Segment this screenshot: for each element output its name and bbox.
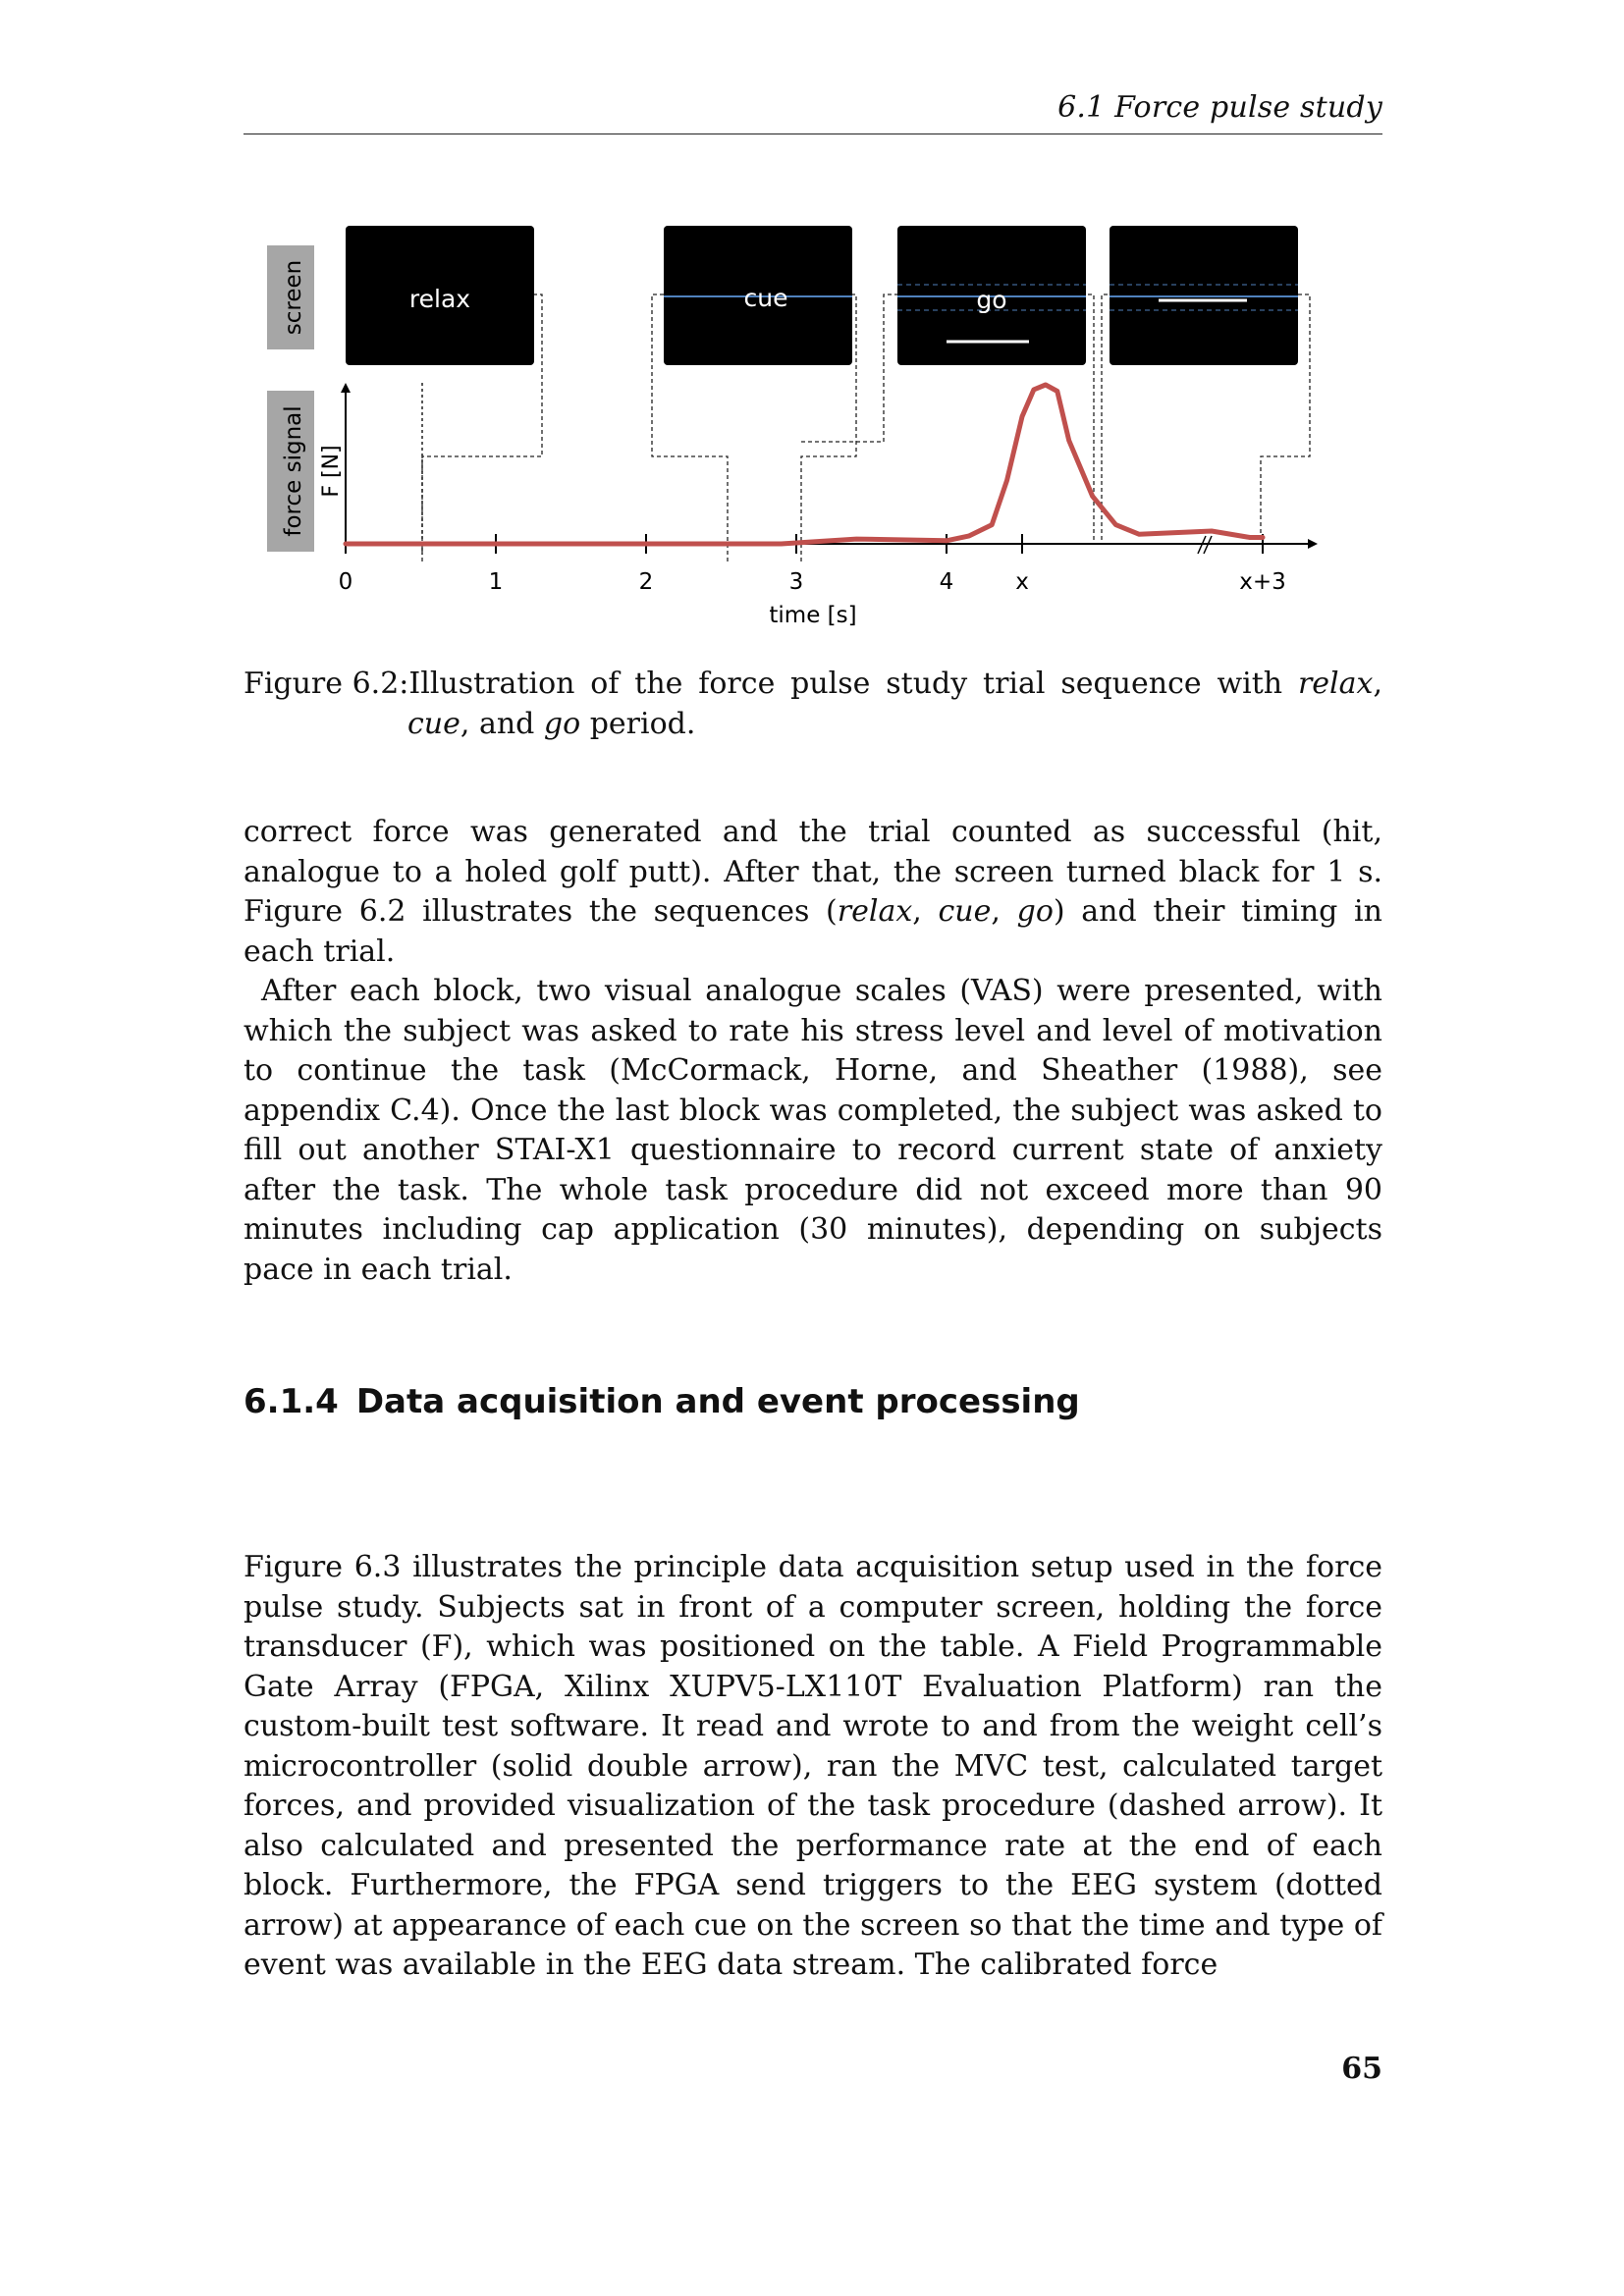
x-tick-label: x: [1015, 569, 1029, 595]
caption-part: , and: [460, 707, 544, 741]
term-relax: relax: [837, 894, 913, 929]
x-tick-label: 3: [788, 569, 804, 595]
term-cue: cue: [938, 894, 992, 929]
page-number: 65: [1341, 2052, 1382, 2086]
separator: ,: [912, 894, 939, 929]
x-axis-label: time [s]: [769, 603, 857, 628]
caption-cue: cue: [407, 707, 460, 741]
x-tick-label: x+3: [1239, 569, 1286, 595]
caption-part: Illustration of the force pulse study trial sequence with: [408, 667, 1298, 701]
cue-screen-label: cue: [743, 284, 788, 312]
y-axis-label: F [N]: [319, 445, 344, 498]
caption-relax: relax: [1297, 667, 1374, 701]
separator: ,: [991, 894, 1017, 929]
paragraph-text: ) and their timing in each trial.: [244, 894, 1382, 969]
paragraph: After each block, two visual analogue scales (VAS) were presented, with which the subject was asked to rate his stress level and level of motivation to continue the task (McCormack, Horne, and Sheather (1988), see appendix C.4). Once the last block was completed, the subject was asked to fill out another STAI-X1 questionnaire to record current state of anxiety after the task. The whole task procedure did not exceed more than 90 minutes including cap application (30 minutes), depending on subjects pace in each trial.: [244, 974, 1382, 1287]
x-tick-label: 4: [939, 569, 954, 595]
caption-part: ,: [1373, 667, 1382, 701]
figure-label: Figure 6.2:: [244, 667, 409, 701]
force-row-label: force signal: [281, 405, 306, 537]
body-text-lower: [244, 1548, 1382, 1986]
caption-text: [407, 664, 1382, 744]
figure-6-2: [244, 216, 1382, 648]
force-trace: [346, 385, 1263, 544]
caption-go: go: [543, 707, 581, 741]
term-go: go: [1016, 894, 1054, 929]
x-tick-label: 0: [338, 569, 353, 595]
x-tick-label: 1: [488, 569, 504, 595]
body-text-upper: [244, 813, 1382, 1290]
x-tick-label: 2: [638, 569, 654, 595]
paragraph-text: correct force was generated and the trial counted as successful (hit, analogue to a holed golf putt). After that, the screen turned black for 1 s. Figure 6.2 illustrates the sequences (: [244, 815, 1382, 929]
paragraph: [244, 813, 1382, 972]
header-rule: [244, 133, 1382, 134]
go-screen-label: go: [976, 286, 1007, 314]
figure-caption: [244, 664, 1382, 744]
running-header: 6.1 Force pulse study: [1057, 90, 1382, 125]
paragraph: Figure 6.3 illustrates the principle data acquisition setup used in the force pulse study. Subjects sat in front of a computer screen, holding the force transducer (F), which was positioned on the table. A Field Programmable Gate Array (FPGA, Xilinx XUPV5-LX110T Evaluation Platform) ran the custom-built test software. It read and wrote to and from the weight cell’s microcontroller (solid double arrow), ran the MVC test, calculated target forces, and provided visualization of the task procedure (dashed arrow). It also calculated and presented the performance rate at the end of each block. Furthermore, the FPGA send triggers to the EEG system (dotted arrow) at appearance of each cue on the screen so that the time and type of event was available in the EEG data stream. The calibrated force: [244, 1550, 1382, 1982]
trial-sequence-diagram: [244, 216, 1382, 648]
screen-row-label: screen: [281, 259, 306, 336]
section-heading: [244, 1382, 1080, 1421]
relax-screen-label: relax: [408, 285, 471, 313]
section-number: 6.1.4: [244, 1382, 339, 1421]
section-title: Data acquisition and event processing: [355, 1382, 1080, 1421]
caption-part: period.: [580, 707, 696, 741]
